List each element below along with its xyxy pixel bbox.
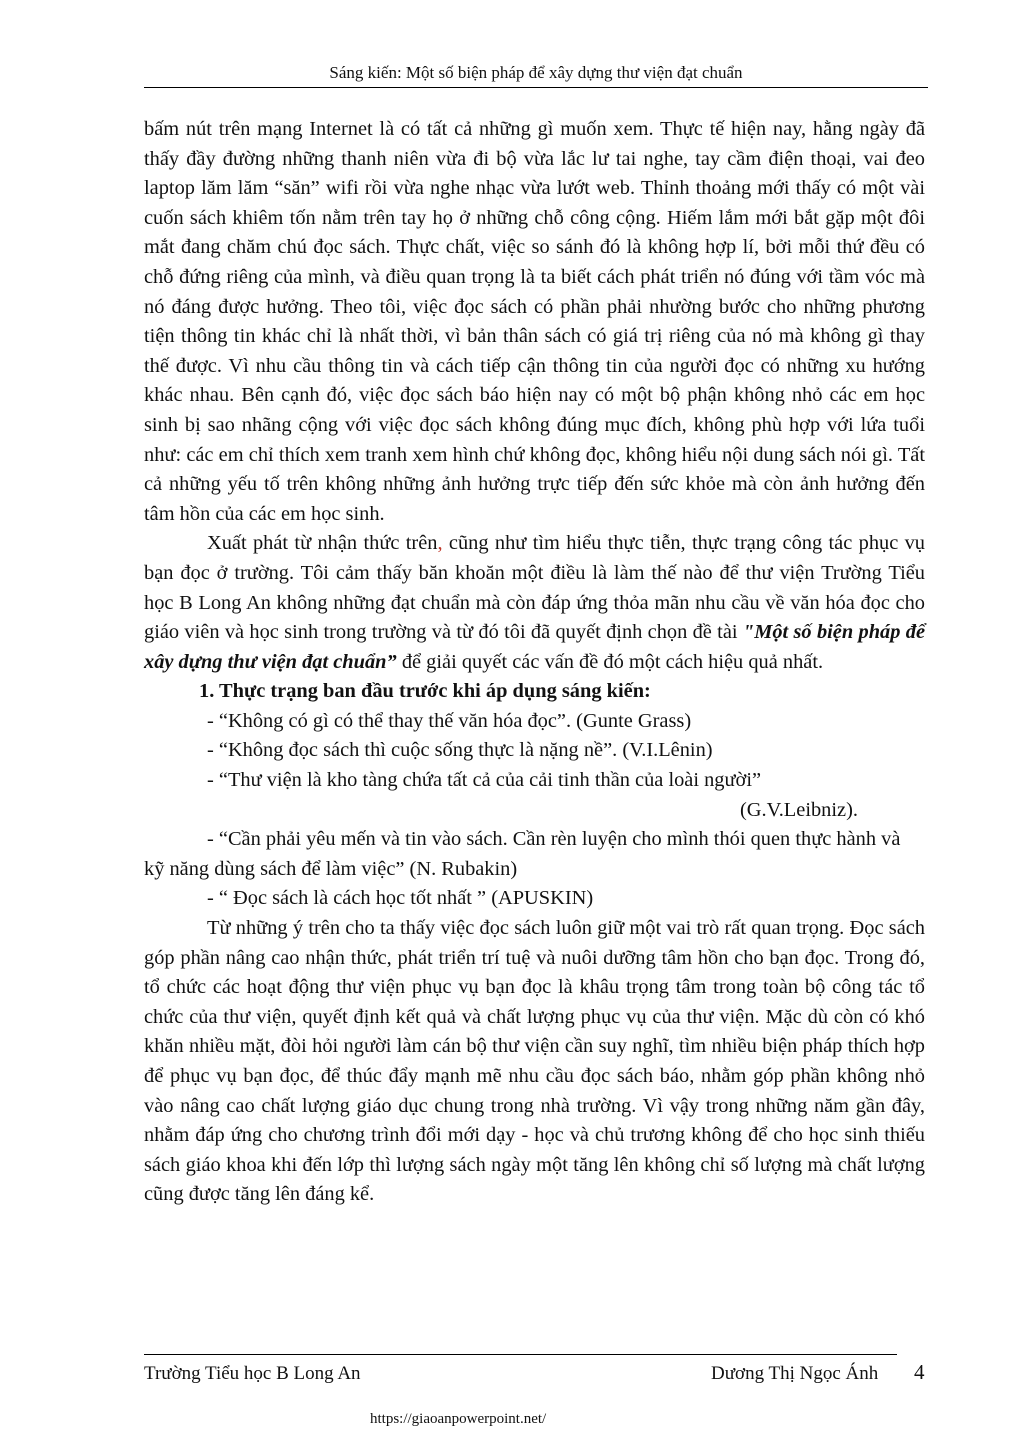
red-comma: , xyxy=(437,532,443,555)
quote-lenin: - “Không đọc sách thì cuộc sống thực là nặng nề”. (V.I.Lênin) xyxy=(207,739,713,762)
document-body xyxy=(144,115,925,1210)
quote-apuskin: - “ Đọc sách là cách học tốt nhất ” (APUSKIN) xyxy=(207,887,594,910)
paragraph-1: bấm nút trên mạng Internet là có tất cả những gì muốn xem. Thực tế hiện nay, hằng ngày đã thấy đầy đường những thanh niên vừa đi bộ vừa lắc lư tai nghe, tay cầm điện thoại, vai đeo laptop lăm lăm “săn” wifi rồi vừa nghe nhạc vừa lướt web. Thỉnh thoảng mới thấy có một vài cuốn sách khiêm tốn nằm trên tay họ ở những chỗ công cộng. Hiếm lắm mới bắt gặp một đôi mắt đang chăm chú đọc sách. Thực chất, việc so sánh đó là không hợp lí, bởi mỗi thứ đều có chỗ đứng riêng của mình, và điều quan trọng là ta biết cách phát triển nó đúng với tầm vóc mà nó đáng được hưởng. Theo tôi, việc đọc sách có phần phải nhường bước cho những phương tiện thông tin khác chỉ là nhất thời, vì bản thân sách có giá trị riêng của nó mà không gì thay thế được. Vì nhu cầu thông tin và cách tiếp cận thông tin của người đọc có những xu hướng khác nhau. Bên cạnh đó, việc đọc sách báo hiện nay có một bộ phận không nhỏ các em học sinh bị sao nhãng cộng với việc đọc sách không đúng mục đích, không phù hợp với lứa tuổi như: các em chỉ thích xem tranh xem hình chứ không đọc, không hiểu nội dung sách nói gì. Tất cả những yếu tố trên không những ảnh hưởng trực tiếp đến sức khỏe mà còn ảnh hưởng đến tâm hồn của các em học sinh. xyxy=(144,118,925,525)
source-url-link[interactable]: https://giaoanpowerpoint.net/ xyxy=(370,1411,547,1427)
quote-gunter-grass: - “Không có gì có thể thay thế văn hóa đọc”. (Gunte Grass) xyxy=(207,709,692,732)
paragraph-2-start: Xuất phát từ nhận thức trên xyxy=(207,532,438,555)
page-header: Sáng kiến: Một số biện pháp để xây dựng thư viện đạt chuẩn xyxy=(144,62,928,88)
paragraph-2-end: để giải quyết các vấn đề đó một cách hiệu quả nhất. xyxy=(396,650,824,673)
quote-rubakin: - “Cần phải yêu mến và tin vào sách. Cần rèn luyện cho mình thói quen thực hành và kỹ năng dùng sách để làm việc” (N. Rubakin) xyxy=(144,828,901,880)
quote-leibniz-attribution: (G.V.Leibniz). xyxy=(740,798,858,821)
footer-author: Dương Thị Ngọc Ánh xyxy=(711,1363,879,1384)
topic-title: "Một số biện pháp để xây dựng thư viện đạt chuẩn” xyxy=(144,621,925,673)
paragraph-2 xyxy=(144,529,925,677)
paragraph-3: Từ những ý trên cho ta thấy việc đọc sách luôn giữ một vai trò rất quan trọng. Đọc sách góp phần nâng cao nhận thức, phát triển trí tuệ và nuôi dưỡng tâm hồn cho bạn đọc. Trong đó, tổ chức các hoạt động thư viện phục vụ bạn đọc là khâu trọng tâm trong toàn bộ công tác tổ chức của thư viện, quyết định kết quả và chất lượng phục vụ của thư viện. Mặc dù còn có khó khăn nhiều mặt, đòi hỏi người làm cán bộ thư viện cần suy nghĩ, tìm nhiều biện pháp thích hợp để phục vụ bạn đọc, để thúc đẩy mạnh mẽ nhu cầu đọc sách báo, nhằm góp phần không nhỏ vào nâng cao chất lượng giáo dục chung trong nhà trường. Vì vậy trong những năm gần đây, nhằm đáp ứng cho chương trình đổi mới dạy - học và chủ trương không để cho học sinh thiếu sách giáo khoa khi đến lớp thì lượng sách ngày một tăng lên không chỉ số lượng mà chất lượng cũng được tăng lên đáng kể. xyxy=(144,917,925,1206)
quote-leibniz: - “Thư viện là kho tàng chứa tất cả của cải tinh thần của loài người” xyxy=(207,769,762,792)
paragraph-2-middle: cũng như tìm hiểu thực tiễn, thực trạng công tác phục vụ bạn đọc ở trường. Tôi cảm thấy băn khoăn một điều là làm thế nào để thư viện Trường Tiểu học B Long An không những đạt chuẩn mà còn đáp ứng thỏa mãn nhu cầu về văn hóa đọc cho giáo viên và học sinh trong trường và từ đó tôi đã quyết định chọn đề tài xyxy=(144,532,925,644)
footer-divider xyxy=(144,1354,897,1355)
footer-school: Trường Tiểu học B Long An xyxy=(144,1363,361,1384)
section-heading: 1. Thực trạng ban đầu trước khi áp dụng sáng kiến: xyxy=(199,680,651,703)
page-number: 4 xyxy=(914,1360,925,1384)
